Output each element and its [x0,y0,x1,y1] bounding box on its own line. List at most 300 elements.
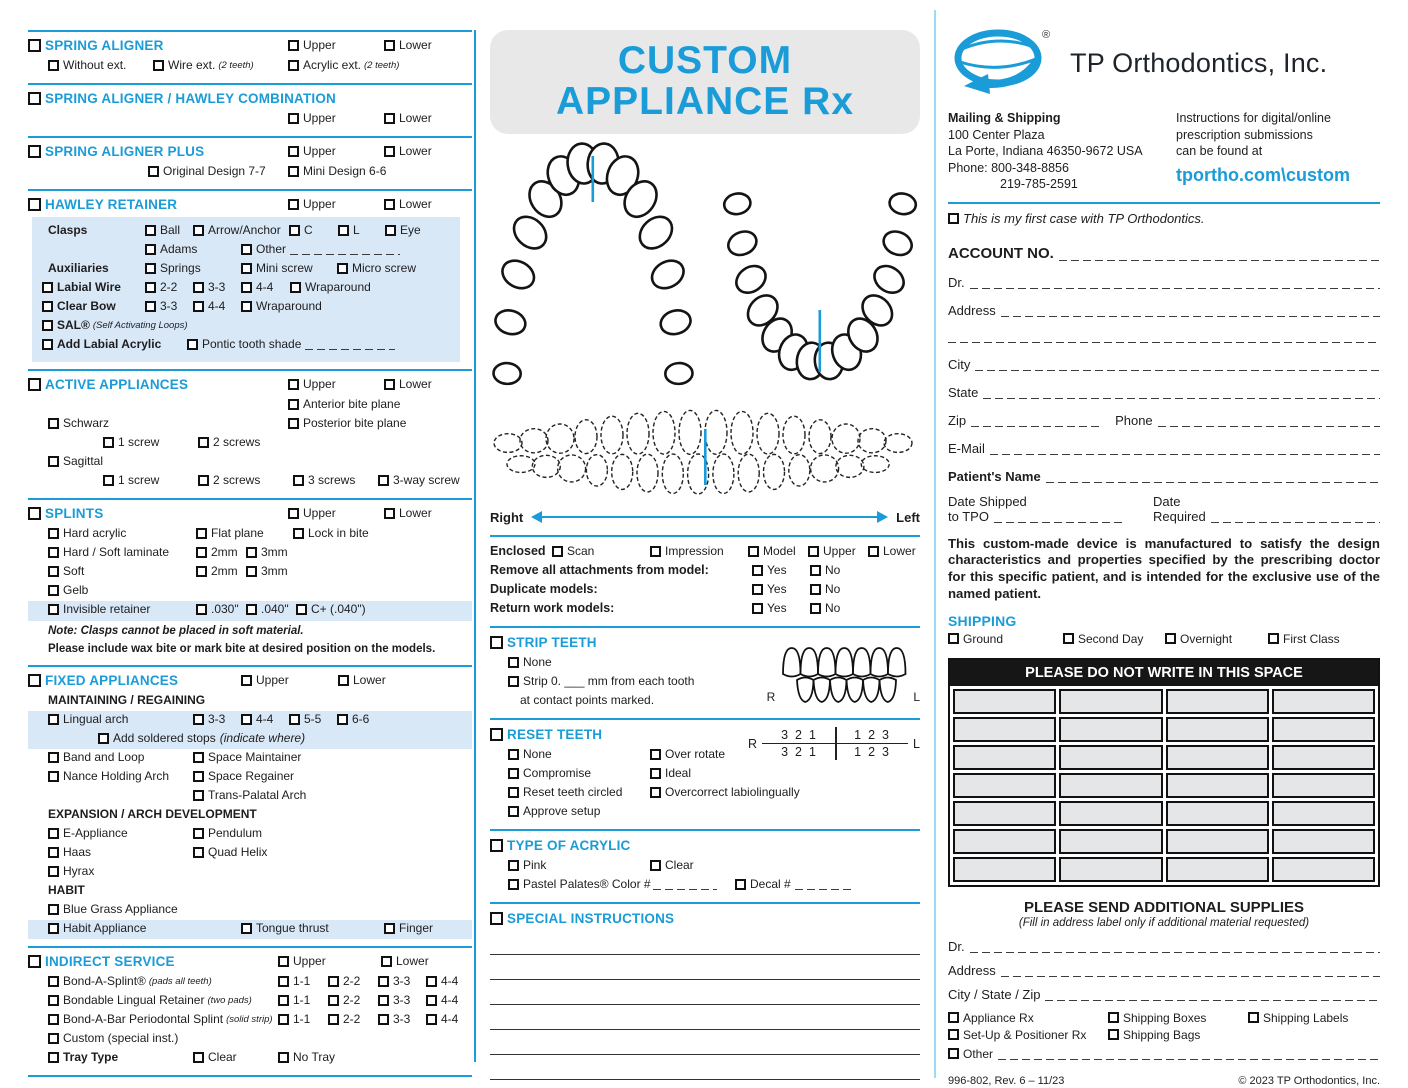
grid-l-label: L [913,736,920,751]
account-shipping-column [948,26,1380,1087]
cb-ship-first-class[interactable] [1268,632,1340,646]
cb-label: Yes [767,563,787,577]
cb-label: 1-1 [293,974,311,988]
cb-splints-lower[interactable] [384,506,432,520]
cb-bond-a-bar[interactable] [48,1012,273,1026]
supplies-city-state-zip-field[interactable] [1045,989,1380,1002]
cb-aux-springs[interactable] [145,261,201,275]
cb-bab-1-1[interactable] [278,1012,310,1026]
section-title: HAWLEY RETAINER [45,197,178,212]
checkbox-icon [241,714,252,725]
checkbox-icon [196,547,207,558]
supplies-dr-field[interactable] [970,941,1380,954]
cb-hsl-3mm[interactable] [246,545,288,559]
cb-lingual-arch[interactable] [48,712,128,726]
cb-add-labial-acrylic[interactable] [42,337,161,351]
cb-decal[interactable] [735,877,855,891]
cb-ship-ground[interactable] [948,632,1003,646]
cb-tray-type[interactable] [48,1050,118,1064]
splints-note-2: Please include wax bite or mark bite at desired position on the models. [48,643,436,655]
cb-wire-ext[interactable] [153,58,254,72]
cb-nance-holding-arch[interactable] [48,769,169,783]
checkbox-icon [338,225,349,236]
cb-spring-aligner-plus[interactable] [28,144,204,159]
cb-sa-lower[interactable] [384,38,432,52]
cb-clasp-c[interactable] [289,223,313,237]
checkbox-icon [490,912,503,925]
checkbox-icon [48,418,59,429]
cb-pontic-tooth-shade[interactable] [187,337,395,351]
address-field-2[interactable] [948,331,1380,344]
checkbox-icon [1268,633,1279,644]
strip-teeth-diagram [767,642,920,704]
checkbox-icon [193,752,204,763]
cb-splints[interactable] [28,506,103,521]
checkbox-icon [810,603,821,614]
other-clasp-field[interactable] [290,243,400,256]
mailing-address [948,110,1176,193]
cb-enclosed-upper[interactable] [808,544,856,558]
phone-field[interactable] [1158,415,1380,428]
cb-hsl-2mm[interactable] [196,545,238,559]
cb-label: Flat plane [211,526,264,540]
cb-bas-3-3[interactable] [378,974,410,988]
additional-supplies-header: PLEASE SEND ADDITIONAL SUPPLIES [1023,898,1305,916]
cb-appliance-rx[interactable] [948,1011,1034,1025]
cb-clasp-other[interactable] [241,242,421,256]
cb-fixed-upper[interactable] [241,673,289,687]
cb-strip-amount[interactable] [508,674,694,688]
cb-040[interactable] [246,602,289,616]
cb-aux-micro-screw[interactable] [337,261,416,275]
checkbox-icon [28,198,41,211]
cb-original-design-7-7[interactable] [148,164,266,178]
cb-label: Labial Wire [57,280,121,294]
cb-sa-hawley-combo[interactable] [28,91,336,106]
date-required-field[interactable] [1211,511,1380,524]
cb-without-ext[interactable] [48,58,126,72]
cb-splints-upper[interactable] [288,506,336,520]
form-footer [948,1075,1380,1087]
city-label: City [948,356,971,372]
checkbox-icon [490,839,503,852]
address-field[interactable] [1001,305,1380,318]
cb-pink[interactable] [508,858,546,872]
dr-field[interactable] [970,277,1380,290]
other-supplies-field[interactable] [998,1047,1380,1060]
cb-space-maintainer[interactable] [193,750,301,764]
cb-label: Shipping Boxes [1123,1010,1207,1025]
cb-setup-positioner-rx[interactable] [948,1028,1086,1042]
cb-clear-bow[interactable] [42,299,116,313]
section-title: SPRING ALIGNER / HAWLEY COMBINATION [45,91,337,106]
checkbox-icon [48,456,59,467]
cb-plus-upper[interactable] [288,144,336,158]
cb-label: 3-3 [393,1012,411,1026]
grid-lower-left: 1 2 3 [854,745,889,759]
cb-duplicate-yes[interactable] [752,582,787,596]
cb-label: Clear [208,1050,237,1064]
cb-label: Approve setup [523,804,601,818]
cb-label: Band and Loop [63,750,145,764]
cb-label: 3mm [261,545,288,559]
checkbox-icon [153,60,164,71]
special-instructions-section [490,910,920,1088]
checkbox-icon [193,771,204,782]
cb-enclosed-impression[interactable] [650,544,724,558]
cb-label: Sagittal [63,454,104,468]
checkbox-icon [426,1014,437,1025]
cb-other-supplies[interactable] [948,1047,1380,1061]
checkbox-icon [1063,633,1074,644]
cb-030[interactable] [196,602,239,616]
cb-shipping-boxes[interactable] [1108,1011,1206,1025]
checkbox-icon [196,566,207,577]
cb-lock-in-bite[interactable] [293,526,369,540]
supplies-dr-label: Dr. [948,938,965,954]
cb-band-and-loop[interactable] [48,750,144,764]
do-not-write-header: PLEASE DO NOT WRITE IN THIS SPACE [950,660,1378,686]
cb-strip-none[interactable] [508,655,552,669]
cb-label: 1 screw [118,473,160,487]
section-title: SPECIAL INSTRUCTIONS [507,911,675,926]
cb-hyrax[interactable] [48,864,94,878]
mailing-shipping-label: Mailing & Shipping [948,111,1061,125]
cb-clasp-eye[interactable] [385,223,421,237]
cb-strip-teeth[interactable] [490,635,597,650]
cb-bas-4-4[interactable] [426,974,458,988]
checkbox-icon [288,113,299,124]
cb-cb-wraparound[interactable] [241,299,322,313]
divider [490,535,920,537]
cb-label: Upper [303,111,336,125]
cb-trans-palatal-arch[interactable] [193,788,306,802]
expansion-arch-header: EXPANSION / ARCH DEVELOPMENT [48,807,257,821]
account-no-label: ACCOUNT NO. [948,244,1054,262]
cb-clasp-adams[interactable] [145,242,197,256]
cb-custom-special-inst[interactable] [48,1031,178,1045]
cb-hawley-upper[interactable] [288,197,336,211]
cb-flat-plane[interactable] [196,526,264,540]
cb-no-tray[interactable] [278,1050,335,1064]
cb-soft-3mm[interactable] [246,564,288,578]
checkbox-icon [48,714,59,725]
cb-c-plus-040[interactable] [296,602,366,616]
cb-anterior-bite-plane[interactable] [288,397,400,411]
cb-bab-4-4[interactable] [426,1012,458,1026]
checkbox-icon [48,847,59,858]
cb-la-4-4[interactable] [241,712,273,726]
cb-blr-1-1[interactable] [278,993,310,1007]
cb-tongue-thrust[interactable] [241,921,329,935]
cb-schwarz[interactable] [48,416,109,430]
cb-bas-2-2[interactable] [328,974,360,988]
cb-habit-appliance[interactable] [48,921,146,935]
cb-label: Lower [399,144,432,158]
account-no-field[interactable] [1059,249,1380,262]
cb-sagittal[interactable] [48,454,103,468]
cb-spring-aligner[interactable] [28,38,164,53]
checkbox-icon [42,339,53,350]
email-field[interactable] [990,443,1380,456]
checkbox-icon [278,956,289,967]
patients-name-field[interactable] [1046,471,1380,484]
cb-la-5-5[interactable] [289,712,321,726]
cb-label: Hard / Soft laminate [63,545,170,559]
cb-lw-2-2[interactable] [145,280,177,294]
cb-quad-helix[interactable] [193,845,267,859]
cb-label: Lower [399,197,432,211]
date-shipped-field[interactable] [994,511,1124,524]
checkbox-icon [1248,1012,1259,1023]
cb-active-appliances[interactable] [28,377,188,392]
cb-label: Shipping Bags [1123,1027,1201,1042]
svg-text:®: ® [1042,29,1051,41]
cb-enclosed-lower[interactable] [868,544,916,558]
checkbox-icon [490,728,503,741]
cb-bab-3-3[interactable] [378,1012,410,1026]
cb-return-yes[interactable] [752,601,787,615]
cb-label: Scan [567,544,595,558]
divider [490,829,920,831]
special-instructions-lines[interactable] [490,930,920,1088]
supplies-address-field[interactable] [1001,965,1380,978]
cb-is-upper[interactable] [278,954,326,968]
cb-acrylic-clear[interactable] [650,858,694,872]
checkbox-icon [246,547,257,558]
cb-shipping-labels[interactable] [1248,1011,1348,1025]
cb-cb-4-4[interactable] [193,299,225,313]
cb-label: 4-4 [441,974,459,988]
cb-blr-3-3[interactable] [378,993,410,1007]
cb-reset-teeth-circled[interactable] [508,785,622,799]
cb-type-of-acrylic[interactable] [490,838,631,853]
cb-sagittal-3-screws[interactable] [293,473,355,487]
cb-soft[interactable] [48,564,84,578]
cb-e-appliance[interactable] [48,826,128,840]
cb-aa-upper[interactable] [288,377,336,391]
section-title: ACTIVE APPLIANCES [45,377,189,392]
cb-reset-teeth[interactable] [490,727,602,742]
cb-ship-second-day[interactable] [1063,632,1143,646]
checkbox-icon [508,879,519,890]
cb-return-no[interactable] [810,601,840,615]
cb-label: Set-Up & Positioner Rx [963,1027,1087,1042]
cb-indirect-service[interactable] [28,954,175,969]
checkbox-icon [198,475,209,486]
cb-remove-yes[interactable] [752,563,787,577]
hawley-options-panel [32,217,460,362]
cb-ideal[interactable] [650,766,691,780]
cb-pendulum[interactable] [193,826,262,840]
cb-label: Upper [256,673,289,687]
checkbox-icon [42,320,53,331]
cb-la-3-3[interactable] [193,712,225,726]
cb-invisible-retainer[interactable] [48,602,150,616]
checkbox-icon [508,787,519,798]
address-line-1: 100 Center Plaza [948,127,1045,142]
cb-label: 1-1 [293,993,311,1007]
cb-mini-design-6-6[interactable] [288,164,386,178]
cb-clasp-ball[interactable] [145,223,180,237]
cb-hawley-lower[interactable] [384,197,432,211]
cb-label: Add soldered stops [113,731,216,745]
cb-bond-a-splint[interactable] [48,974,212,988]
cb-add-soldered-stops[interactable] [98,731,305,745]
checkbox-icon [48,566,59,577]
cb-lw-3-3[interactable] [193,280,225,294]
cb-label: No [825,582,841,596]
cb-3-way-screw[interactable] [378,473,460,487]
checkbox-icon [241,282,252,293]
checkbox-icon [650,546,661,557]
cb-pastel-palates[interactable] [508,877,717,891]
cb-combo-upper[interactable] [288,111,336,125]
pastel-color-field[interactable] [653,878,717,891]
checkbox-icon [808,546,819,557]
cb-remove-no[interactable] [810,563,840,577]
cb-fixed-lower[interactable] [338,673,386,687]
cb-bas-1-1[interactable] [278,974,310,988]
checkbox-icon [508,806,519,817]
cb-blr-2-2[interactable] [328,993,360,1007]
appliance-options-column [28,30,472,1077]
supplies-city-state-zip-label: City / State / Zip [948,986,1041,1002]
cb-special-instructions[interactable] [490,911,674,926]
return-models-label: Return work models: [490,601,615,615]
cb-first-case[interactable] [948,211,1205,226]
state-field[interactable] [983,387,1380,400]
cb-cb-3-3[interactable] [145,299,177,313]
cb-tray-clear[interactable] [193,1050,237,1064]
cb-soft-2mm[interactable] [196,564,238,578]
cb-hard-acrylic[interactable] [48,526,126,540]
cb-label: Space Regainer [208,769,295,783]
checkbox-icon [508,860,519,871]
cb-lw-4-4[interactable] [241,280,273,294]
cb-aa-lower[interactable] [384,377,432,391]
supplies-address-label: Address [948,962,996,978]
cb-duplicate-no[interactable] [810,582,840,596]
occlusion-side-diagram [490,405,920,501]
cb-label: Pontic tooth shade [202,337,302,351]
checkbox-icon [384,113,395,124]
checkbox-icon [948,1029,959,1040]
cb-ship-overnight[interactable] [1165,632,1232,646]
cb-label: No Tray [293,1050,336,1064]
date-shipped-label-1: Date Shipped [948,493,1027,509]
cb-combo-lower[interactable] [384,111,432,125]
office-use-table [948,658,1380,887]
cb-space-regainer[interactable] [193,769,294,783]
cb-sagittal-2-screws[interactable] [198,473,260,487]
cb-finger[interactable] [384,921,433,935]
grid-upper-left: 1 2 3 [854,728,889,742]
cb-sa-upper[interactable] [288,38,336,52]
cb-over-rotate[interactable] [650,747,725,761]
grid-lower-right: 3 2 1 [781,745,816,759]
checkbox-icon [241,263,252,274]
cb-reset-none[interactable] [508,747,552,761]
cb-plus-lower[interactable] [384,144,432,158]
cb-label: Trans-Palatal Arch [208,788,307,802]
cb-approve-setup[interactable] [508,804,600,818]
cb-label: Nance Holding Arch [63,769,170,783]
cb-gelb[interactable] [48,583,88,597]
checkbox-icon [288,146,299,157]
cb-lw-wraparound[interactable] [290,280,371,294]
cb-schwarz-2-screws[interactable] [198,435,260,449]
cb-acrylic-ext[interactable] [288,58,399,72]
checkbox-icon [48,528,59,539]
cb-bondable-lingual-retainer[interactable] [48,993,252,1007]
cb-sagittal-1-screw[interactable] [103,473,159,487]
checkbox-icon [288,399,299,410]
checkbox-icon [290,282,301,293]
instructions-line-2: prescription submissions [1176,127,1313,142]
cb-label: 3-3 [160,299,178,313]
cb-haas[interactable] [48,845,91,859]
cb-hard-soft-laminate[interactable] [48,545,169,559]
cb-labial-wire[interactable] [42,280,121,294]
cb-aux-mini-screw[interactable] [241,261,313,275]
cb-bab-2-2[interactable] [328,1012,360,1026]
cb-label: Bond-A-Bar Periodontal Splint [63,1012,224,1026]
cb-clasp-arrow-anchor[interactable] [193,223,281,237]
cb-overcorrect[interactable] [650,785,800,799]
address-label: Address [948,302,996,318]
cb-note: (indicate where) [219,731,306,745]
checkbox-icon [241,244,252,255]
checkbox-icon [28,955,41,968]
cb-blue-grass-appliance[interactable] [48,902,178,916]
cb-la-6-6[interactable] [337,712,369,726]
cb-sal[interactable] [42,318,188,332]
cb-enclosed-model[interactable] [748,544,796,558]
zip-field[interactable] [971,415,1101,428]
cb-label: 2mm [211,564,238,578]
form-number: 996-802, Rev. 6 – 11/23 [948,1074,1065,1087]
cb-enclosed-scan[interactable] [552,544,594,558]
cb-schwarz-1-screw[interactable] [103,435,159,449]
cb-clasp-l[interactable] [338,223,360,237]
custom-rx-url[interactable]: tportho.com\custom [1176,164,1350,185]
cb-posterior-bite-plane[interactable] [288,416,406,430]
reset-teeth-section [490,726,920,822]
checkbox-icon [384,379,395,390]
zip-label: Zip [948,412,967,428]
decal-number-field[interactable] [795,878,855,891]
checkbox-icon [385,225,396,236]
cb-label: Other [256,242,287,256]
cb-label: 2mm [211,545,238,559]
cb-label: 3-way screw [393,473,460,487]
cb-compromise[interactable] [508,766,591,780]
cb-hawley-retainer[interactable] [28,197,177,212]
checkbox-icon [145,225,156,236]
city-field[interactable] [975,359,1380,372]
pontic-shade-field[interactable] [305,338,395,351]
cb-fixed-appliances[interactable] [28,673,178,688]
right-left-orientation [490,506,920,528]
cb-blr-4-4[interactable] [426,993,458,1007]
checkbox-icon [48,585,59,596]
cb-label: Appliance Rx [963,1010,1034,1025]
checkbox-icon [948,1012,959,1023]
cb-is-lower[interactable] [381,954,429,968]
checkbox-icon [752,584,763,595]
cb-shipping-bags[interactable] [1108,1028,1200,1042]
